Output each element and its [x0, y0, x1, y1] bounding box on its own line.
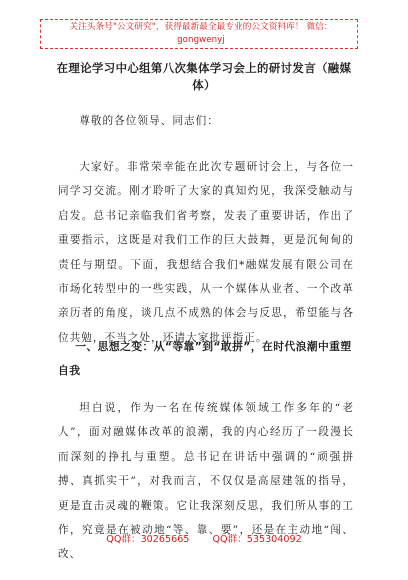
qq-group-2: QQ群：535304092 [212, 534, 302, 545]
footer-contacts [0, 531, 408, 545]
salutation: 尊敬的各位领导、同志们： [79, 115, 219, 127]
header-banner [40, 19, 358, 49]
qq-group-1: QQ群：30265665 [106, 534, 190, 545]
paragraph-intro: 大家好。非常荣幸能在此次专题研讨会上，与各位一同学习交流。刚才聆听了大家的真知灼见，我深受触动与启发。总书记亲临我们省考察，发表了重要讲话，作出了重要指示，这既是对我们工作的巨大鼓舞，更是沉甸甸的责任与期望。下面，我想结合我们*融媒发展有限公司在市场化转型中的一些实践，从一个媒体从业者、一个改革亲历者的角度，谈几点不成熟的体会与反思，希望能与各位共勉，不当之处，还请大家批评指正。 [58, 161, 354, 344]
section-heading-1: 一、思想之变：从“等靠”到“敢拼”，在时代浪潮中重塑自我 [58, 340, 352, 377]
paragraph-section1: 坦白说，作为一名在传统媒体领域工作多年的“老人”，面对融媒体改革的浪潮，我的内心经历了一段漫长而深刻的挣扎与重塑。总书记在讲话中强调的“顽强拼搏、真抓实干”，对我而言，不仅仅是高屋建瓴的指导，更是直击灵魂的鞭策。它让我深刻反思，我们所从事的工作，究竟是在被动地“等、靠、要”，还是在主动地“闯、改、 [58, 402, 354, 561]
header-banner-text: 关注头条号"公文研究"，获得最新最全最专业的公文资料库！ 微信：gongwenyj [69, 22, 333, 45]
document-title: 在理论学习中心组第八次集体学习会上的研讨发言（融媒体） [56, 61, 352, 92]
